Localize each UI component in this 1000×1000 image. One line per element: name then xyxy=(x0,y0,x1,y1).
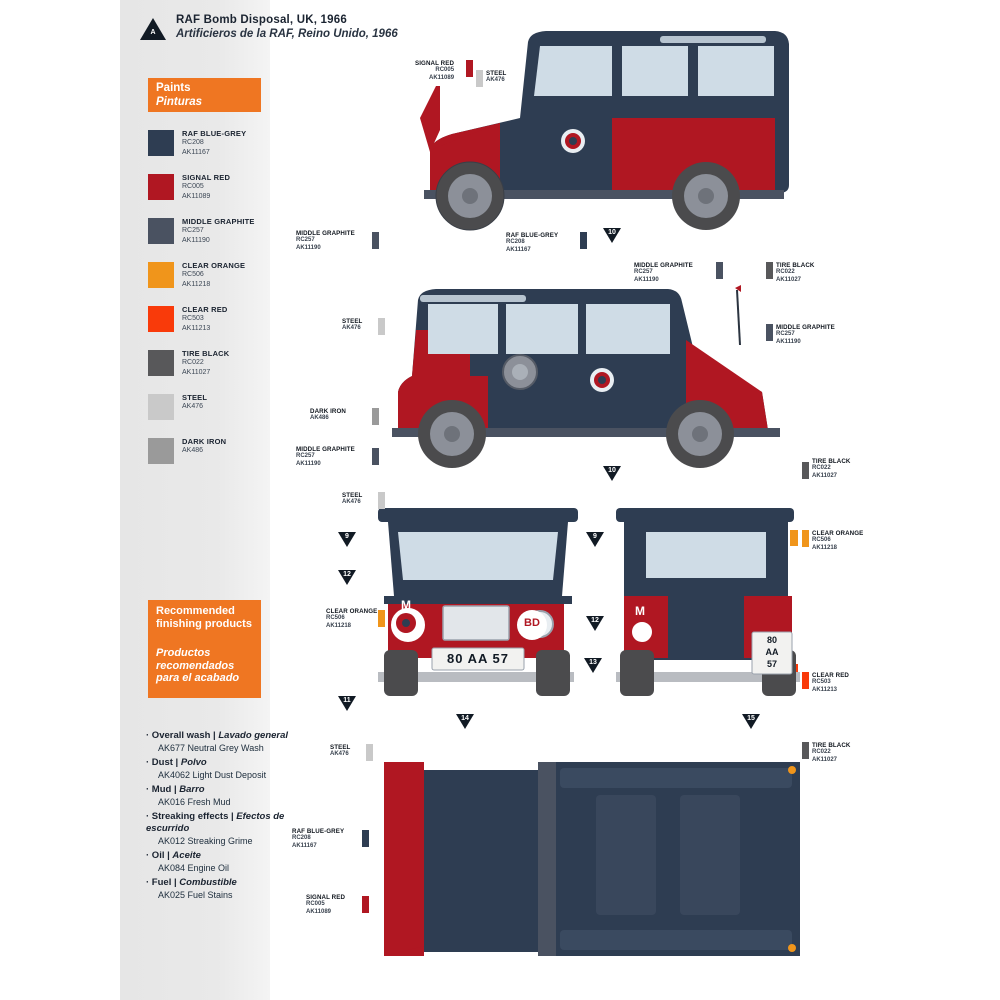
paint-callout xyxy=(310,408,346,423)
paint-callout xyxy=(776,324,835,346)
callout-code-1: RC208 xyxy=(506,239,525,246)
callout-paint-name: MIDDLE GRAPHITE xyxy=(296,446,355,453)
step-marker-number: 11 xyxy=(343,697,351,704)
callout-color-chip xyxy=(766,262,773,279)
front-roundel-left-center xyxy=(402,619,410,627)
callout-code-1: RC506 xyxy=(812,537,831,544)
callout-color-chip xyxy=(466,60,473,77)
callout-paint-name: SIGNAL RED xyxy=(306,894,346,901)
callout-color-chip xyxy=(372,408,379,425)
paint-code-1: AK486 xyxy=(182,447,204,454)
callout-paint-name: STEEL xyxy=(486,70,507,77)
paint-callout xyxy=(634,262,693,284)
rear-letter-m: M xyxy=(635,604,645,618)
paint-name: CLEAR ORANGE xyxy=(182,261,246,270)
callout-code-1: AK476 xyxy=(330,751,349,758)
paint-callout xyxy=(296,446,355,468)
callout-paint-name: STEEL xyxy=(342,492,363,499)
callout-paint-name: MIDDLE GRAPHITE xyxy=(296,230,355,237)
paint-callout xyxy=(292,828,344,850)
callout-code-2: AK11213 xyxy=(812,686,838,693)
step-marker-triangle-icon xyxy=(742,714,760,729)
paint-callout xyxy=(776,262,814,284)
callout-code-2: AK11190 xyxy=(296,460,321,467)
callout-code-1: AK476 xyxy=(342,499,361,506)
paint-callout xyxy=(506,232,558,254)
callout-paint-name: STEEL xyxy=(330,744,351,751)
callout-code-1: RC257 xyxy=(296,453,315,460)
callout-code-1: AK486 xyxy=(310,415,329,422)
callout-color-chip xyxy=(716,262,723,279)
callout-code-2: AK11218 xyxy=(326,622,352,629)
paint-callout xyxy=(342,492,362,507)
page-title: RAF Bomb Disposal, UK, 1966 xyxy=(176,14,347,26)
callout-code-1: RC506 xyxy=(326,615,345,622)
callout-paint-name: TIRE BLACK xyxy=(812,742,851,749)
step-marker-number: 15 xyxy=(747,715,755,722)
paint-name: MIDDLE GRAPHITE xyxy=(182,217,255,226)
callout-code-1: RC022 xyxy=(812,465,831,472)
step-marker-number: 9 xyxy=(345,533,349,540)
callout-paint-name: DARK IRON xyxy=(310,408,346,415)
recommended-product-name: AK012 Streaking Grime xyxy=(158,836,253,846)
callout-color-chip xyxy=(802,742,809,759)
recommended-product-name: AK084 Engine Oil xyxy=(158,863,230,873)
recommended-product-name: AK025 Fuel Stains xyxy=(158,890,233,900)
step-marker-number: 10 xyxy=(608,467,616,474)
recommended-product-name: AK016 Fresh Mud xyxy=(158,797,231,807)
paint-callout xyxy=(342,318,362,333)
step-marker-number: 12 xyxy=(343,571,351,578)
callout-code-1: RC257 xyxy=(296,237,315,244)
callout-code-1: RC257 xyxy=(634,269,653,276)
callout-paint-name: MIDDLE GRAPHITE xyxy=(634,262,693,269)
callout-code-1: RC005 xyxy=(435,67,455,74)
callout-code-2: AK11190 xyxy=(634,276,659,283)
callout-color-chip xyxy=(378,318,385,335)
callout-paint-name: MIDDLE GRAPHITE xyxy=(776,324,835,331)
step-marker-number: 12 xyxy=(591,617,599,624)
callout-color-chip xyxy=(378,492,385,509)
paint-code-2: AK11089 xyxy=(182,192,211,200)
callout-paint-name: TIRE BLACK xyxy=(812,458,851,465)
rear-plate-line-3: 57 xyxy=(766,659,777,669)
callout-code-1: RC503 xyxy=(812,679,831,686)
callout-color-chip xyxy=(372,232,379,249)
paint-code-1: RC005 xyxy=(182,183,204,190)
view-side-right xyxy=(420,31,789,230)
paint-callout xyxy=(306,894,345,916)
callout-code-2: AK11027 xyxy=(812,472,838,479)
step-marker-number: 14 xyxy=(461,715,469,722)
step-marker-triangle-icon xyxy=(586,532,604,547)
recommended-product-heading: · Mud | Barro xyxy=(146,784,205,795)
callout-code-1: RC208 xyxy=(292,835,311,842)
step-marker-triangle-icon xyxy=(338,696,356,711)
paint-name: CLEAR RED xyxy=(182,305,228,314)
callout-code-2: AK11089 xyxy=(306,908,332,915)
callout-paint-name: CLEAR ORANGE xyxy=(812,530,864,537)
callout-code-1: RC022 xyxy=(776,269,795,276)
step-marker-number: 10 xyxy=(608,229,616,236)
paint-callout xyxy=(415,60,454,82)
callout-code-1: AK476 xyxy=(486,77,505,84)
callout-paint-name: CLEAR ORANGE xyxy=(326,608,378,615)
callout-code-2: AK11027 xyxy=(776,276,802,283)
paint-name: SIGNAL RED xyxy=(182,173,231,182)
paint-callout xyxy=(812,458,850,480)
front-letters-bd: BD xyxy=(524,617,540,629)
recommended-product-heading: · Fuel | Combustible xyxy=(146,877,237,888)
step-marker-triangle-icon xyxy=(584,658,602,673)
step-marker-triangle-icon xyxy=(456,714,474,729)
paint-name: STEEL xyxy=(182,393,208,402)
page-title-translation: Artificieros de la RAF, Reino Unido, 1966 xyxy=(176,28,398,40)
view-top xyxy=(384,762,800,956)
front-letter-m: M xyxy=(401,598,411,612)
paint-name: TIRE BLACK xyxy=(182,349,230,358)
step-marker-triangle-icon xyxy=(338,570,356,585)
callout-color-chip xyxy=(580,232,587,249)
recommended-product-name: AK4062 Light Dust Deposit xyxy=(158,770,267,780)
callout-code-2: AK11027 xyxy=(812,756,838,763)
paint-callout xyxy=(812,530,863,552)
front-number-plate: 80 AA 57 xyxy=(447,651,509,666)
paint-code-2: AK11190 xyxy=(182,236,210,244)
recommended-title-en: Recommended finishing products xyxy=(156,605,252,630)
paint-code-1: RC257 xyxy=(182,227,204,234)
callout-color-chip xyxy=(362,830,369,847)
view-side-left xyxy=(392,285,780,468)
paint-name: DARK IRON xyxy=(182,437,227,446)
step-marker-number: 13 xyxy=(589,659,597,666)
paint-code-2: AK11027 xyxy=(182,368,211,376)
callout-code-2: AK11218 xyxy=(812,544,838,551)
paint-code-1: RC506 xyxy=(182,271,204,278)
paint-code-2: AK11213 xyxy=(182,324,211,332)
callout-color-chip xyxy=(802,672,809,689)
callout-color-chip xyxy=(372,448,379,465)
header-marker-label: A xyxy=(150,29,156,36)
recommended-product-heading: · Dust | Polvo xyxy=(146,757,207,768)
callout-code-1: RC257 xyxy=(776,331,795,338)
recommended-product-heading: · Streaking effects | Efectos de escurrido xyxy=(146,811,285,834)
callout-paint-name: STEEL xyxy=(342,318,363,325)
recommended-product-heading: · Overall wash | Lavado general xyxy=(146,730,289,741)
rear-plate-line-2: AA xyxy=(765,647,779,657)
step-marker-triangle-icon xyxy=(603,466,621,481)
callout-code-1: RC005 xyxy=(306,901,325,908)
paint-callout xyxy=(812,742,850,764)
callout-paint-name: RAF BLUE-GREY xyxy=(292,828,345,835)
step-marker-triangle-icon xyxy=(586,616,604,631)
paint-code-2: AK11167 xyxy=(182,148,210,156)
paints-title-en: Paints xyxy=(156,82,191,94)
callout-code-2: AK11190 xyxy=(776,338,801,345)
callout-code-1: RC022 xyxy=(812,749,831,756)
callout-code-2: AK11167 xyxy=(506,246,531,253)
callout-code-2: AK11167 xyxy=(292,842,317,849)
rear-roundel xyxy=(630,620,654,644)
callout-color-chip xyxy=(378,610,385,627)
callout-color-chip xyxy=(766,324,773,341)
callout-code-2: AK11089 xyxy=(429,74,455,81)
paint-code-1: AK476 xyxy=(182,403,204,410)
step-marker-triangle-icon xyxy=(603,228,621,243)
callout-color-chip xyxy=(476,70,483,87)
paint-callout xyxy=(330,744,350,759)
recommended-title-es: Productos recomendados para el acabado xyxy=(156,647,240,684)
callout-code-1: AK476 xyxy=(342,325,361,332)
paint-callout xyxy=(296,230,355,252)
step-marker-triangle-icon xyxy=(338,532,356,547)
rear-plate-line-1: 80 xyxy=(766,635,777,645)
callout-paint-name: RAF BLUE-GREY xyxy=(506,232,559,239)
paint-code-1: RC503 xyxy=(182,315,204,322)
paint-callout xyxy=(812,672,849,694)
callout-color-chip xyxy=(362,896,369,913)
recommended-product-name: AK677 Neutral Grey Wash xyxy=(158,743,264,753)
callout-paint-name: SIGNAL RED xyxy=(415,60,455,67)
callout-code-2: AK11190 xyxy=(296,244,321,251)
paint-code-1: RC208 xyxy=(182,139,204,146)
paint-code-2: AK11218 xyxy=(182,280,211,288)
paint-callout xyxy=(326,608,377,630)
callout-paint-name: TIRE BLACK xyxy=(776,262,815,269)
recommended-product-heading: · Oil | Aceite xyxy=(146,850,201,861)
callout-color-chip xyxy=(802,462,809,479)
step-marker-number: 9 xyxy=(593,533,597,540)
paints-title-es: Pinturas xyxy=(156,96,203,108)
callout-color-chip xyxy=(802,530,809,547)
callout-paint-name: CLEAR RED xyxy=(812,672,849,679)
paint-callout xyxy=(486,70,506,85)
paint-name: RAF BLUE-GREY xyxy=(182,129,247,138)
callout-color-chip xyxy=(366,744,373,761)
paint-code-1: RC022 xyxy=(182,359,204,366)
